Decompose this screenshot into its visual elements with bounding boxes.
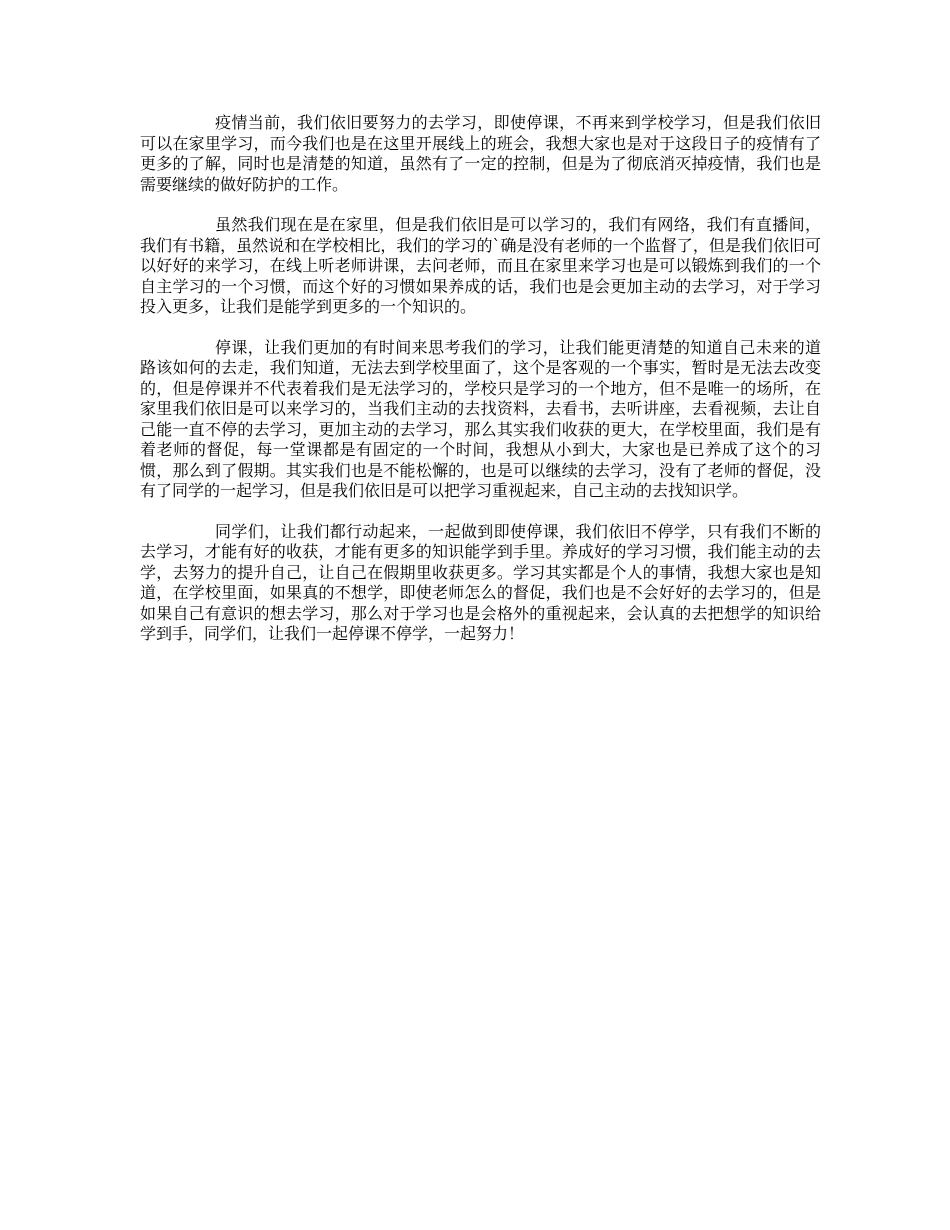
paragraph-3: 停课，让我们更加的有时间来思考我们的学习，让我们能更清楚的知道自己未来的道路该如何的去走，我们知道，无法去到学校里面了，这个是客观的一个事实，暂时是无法去改变的，但是停课并不代表着我们是无法学习的，学校只是学习的一个地方，但不是唯一的场所，在家里我们依旧是可以来学习的，当我们主动的去找资料，去看书，去听讲座，去看视频，去让自己能一直不停的去学习，更加主动的去学习，那么其实我们收获的更大，在学校里面，我们是有着老师的督促，每一堂课都是有固定的一个时间，我想从小到大，大家也是已养成了这个的习惯，那么到了假期。其实我们也是不能松懈的，也是可以继续的去学习，没有了老师的督促，没有了同学的一起学习，但是我们依旧是可以把学习重视起来，自己主动的去找知识学。 xyxy=(140,337,821,500)
paragraph-1: 疫情当前，我们依旧要努力的去学习，即使停课，不再来到学校学习，但是我们依旧可以在家里学习，而今我们也是在这里开展线上的班会，我想大家也是对于这段日子的疫情有了更多的了解，同时也是清楚的知道，虽然有了一定的控制，但是为了彻底消灭掉疫情，我们也是需要继续的做好防护的工作。 xyxy=(140,113,821,194)
paragraph-4: 同学们，让我们都行动起来，一起做到即使停课，我们依旧不停学，只有我们不断的去学习，才能有好的收获，才能有更多的知识能学到手里。养成好的学习习惯，我们能主动的去学，去努力的提升自己，让自己在假期里收获更多。学习其实都是个人的事情，我想大家也是知道，在学校里面，如果真的不想学，即使老师怎么的督促，我们也是不会好好的去学习的，但是如果自己有意识的想去学习，那么对于学习也是会格外的重视起来，会认真的去把想学的知识给学到手，同学们，让我们一起停课不停学，一起努力！ xyxy=(140,521,821,643)
document-body xyxy=(140,113,821,665)
paragraph-2: 虽然我们现在是在家里，但是我们依旧是可以学习的，我们有网络，我们有直播间，我们有书籍，虽然说和在学校相比，我们的学习的`确是没有老师的一个监督了，但是我们依旧可以好好的来学习，在线上听老师讲课，去问老师，而且在家里来学习也是可以锻炼到我们的一个自主学习的一个习惯，而这个好的习惯如果养成的话，我们也是会更加主动的去学习，对于学习投入更多，让我们是能学到更多的一个知识的。 xyxy=(140,215,821,316)
